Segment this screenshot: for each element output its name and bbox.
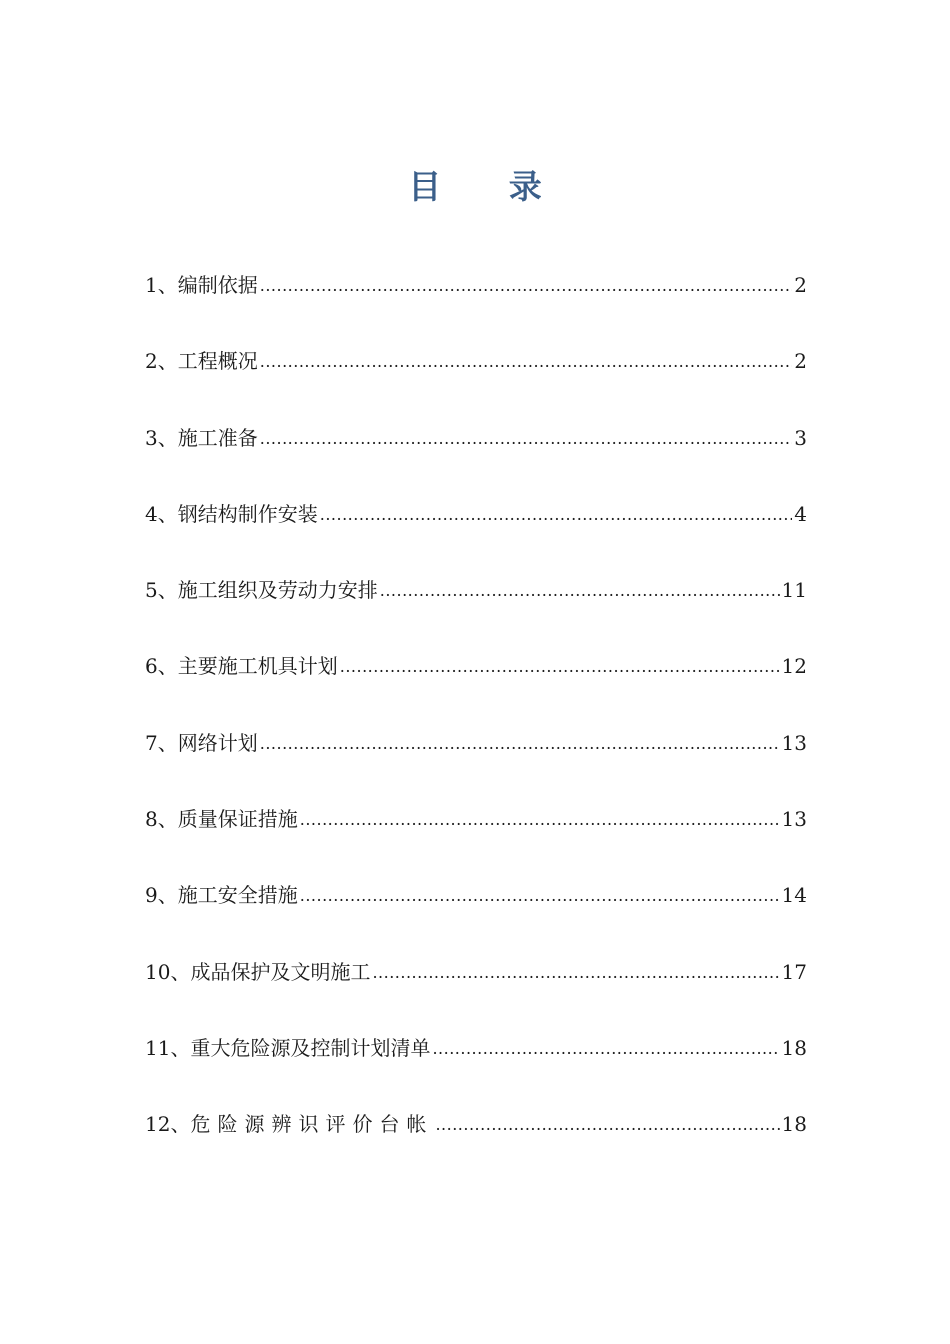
toc-entry-label: 质量保证措施 (177, 807, 298, 832)
toc-entry-number: 3、 (145, 425, 178, 450)
toc-entry-page: 3 (794, 425, 807, 450)
toc-entry-page: 18 (781, 1112, 807, 1137)
toc-entry-page: 14 (781, 883, 807, 908)
toc-entry[interactable] (145, 723, 807, 799)
toc-entry-page: 17 (781, 959, 807, 984)
toc-entry-page: 18 (781, 1035, 807, 1060)
toc-dot-leader (260, 417, 793, 459)
toc-dot-leader (435, 1103, 779, 1145)
toc-entry[interactable] (145, 418, 807, 494)
toc-entry-page: 13 (781, 730, 807, 755)
toc-dot-leader (300, 798, 780, 840)
toc-entry[interactable] (145, 494, 807, 570)
toc-entry[interactable] (145, 646, 807, 722)
toc-list (145, 265, 807, 1181)
toc-entry-label: 重大危险源及控制计划清单 (190, 1035, 431, 1060)
toc-entry-number: 4、 (145, 501, 178, 526)
toc-entry-label: 主要施工机具计划 (177, 654, 338, 679)
toc-dot-leader (432, 1027, 779, 1069)
toc-entry-number: 12、 (145, 1112, 191, 1137)
toc-entry-label: 施工安全措施 (177, 883, 298, 908)
toc-entry-number: 6、 (145, 654, 178, 679)
toc-entry-label: 施工组织及劳动力安排 (177, 578, 378, 603)
toc-entry[interactable] (145, 570, 807, 646)
toc-entry[interactable] (145, 265, 807, 341)
toc-entry-number: 1、 (145, 273, 178, 297)
toc-entry-number: 2、 (145, 349, 178, 374)
toc-entry-label: 危险源辨识评价台帐 (190, 1112, 434, 1137)
toc-entry-page: 12 (781, 654, 807, 679)
toc-dot-leader (380, 569, 780, 611)
toc-entry[interactable] (145, 1028, 807, 1104)
toc-dot-leader (320, 493, 793, 535)
toc-entry[interactable] (145, 341, 807, 417)
toc-entry-page: 13 (781, 807, 807, 832)
toc-entry-number: 7、 (145, 730, 178, 755)
toc-entry-label: 工程概况 (177, 349, 258, 374)
toc-entry[interactable] (145, 952, 807, 1028)
toc-dot-leader (372, 951, 779, 993)
toc-entry-label: 成品保护及文明施工 (190, 959, 371, 984)
toc-entry-label: 编制依据 (177, 273, 258, 297)
toc-entry-label: 施工准备 (177, 425, 258, 450)
toc-dot-leader (260, 722, 780, 764)
toc-entry-page: 2 (794, 349, 807, 374)
toc-entry[interactable] (145, 799, 807, 875)
toc-dot-leader (260, 340, 793, 382)
toc-entry[interactable] (145, 1104, 807, 1180)
toc-entry-number: 10、 (145, 959, 191, 984)
toc-dot-leader (260, 264, 793, 306)
toc-entry-page: 2 (794, 273, 807, 297)
toc-entry[interactable] (145, 875, 807, 951)
toc-dot-leader (300, 874, 780, 916)
toc-entry-number: 8、 (145, 807, 178, 832)
toc-entry-label: 网络计划 (177, 730, 258, 755)
toc-entry-label: 钢结构制作安装 (177, 501, 318, 526)
toc-entry-page: 4 (794, 501, 807, 526)
toc-entry-number: 5、 (145, 578, 178, 603)
toc-dot-leader (340, 645, 780, 687)
toc-entry-number: 11、 (145, 1035, 191, 1060)
toc-entry-number: 9、 (145, 883, 178, 908)
toc-title: 目 录 (408, 167, 570, 206)
toc-entry-page: 11 (781, 578, 807, 603)
